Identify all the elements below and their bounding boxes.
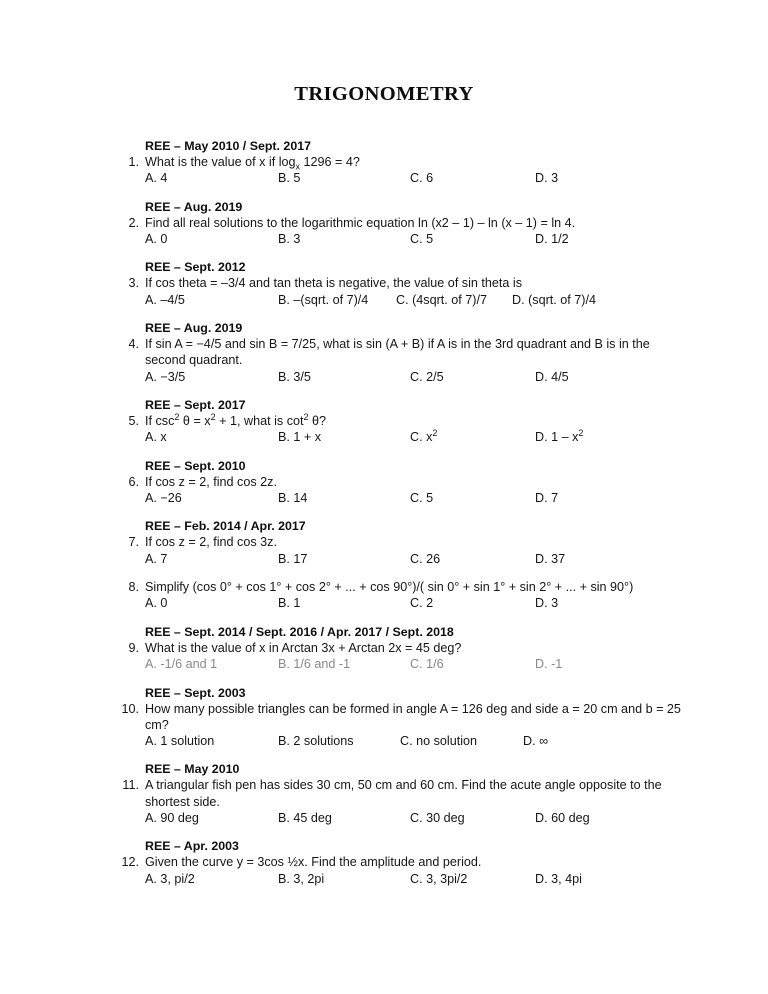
question-row <box>112 336 692 368</box>
answer-option[interactable]: D. ∞ <box>523 733 549 748</box>
answer-option[interactable]: B. 3/5 <box>278 369 311 384</box>
question-number: 3. <box>128 276 139 291</box>
question-block <box>112 685 692 751</box>
question-source-header: REE – May 2010 <box>145 762 240 777</box>
question-row <box>112 854 692 870</box>
answer-option[interactable]: D. 7 <box>535 490 559 505</box>
answer-option[interactable]: B. 3 <box>278 231 301 246</box>
question-source-header: REE – Sept. 2010 <box>145 458 246 473</box>
answer-option[interactable]: B. –(sqrt. of 7)/4 <box>278 292 369 307</box>
question-block <box>112 838 692 888</box>
answer-options <box>145 430 692 447</box>
answer-option[interactable]: D. 3, 4pi <box>535 871 582 886</box>
question-block <box>112 320 692 386</box>
answer-options <box>145 293 692 310</box>
answer-option[interactable]: A. x <box>145 430 167 445</box>
question-row <box>112 413 692 429</box>
question-source-header: REE – Sept. 2014 / Sept. 2016 / Apr. 2017 / Sept. 2018 <box>145 624 454 639</box>
answer-option[interactable]: C. no solution <box>400 733 478 748</box>
answer-option[interactable]: B. 14 <box>278 490 308 505</box>
answer-option[interactable]: A. −26 <box>145 490 182 505</box>
question-number: 5. <box>128 414 139 429</box>
answer-options <box>145 596 692 613</box>
question-text: What is the value of x in Arctan 3x + Arctan 2x = 45 deg? <box>145 640 462 655</box>
question-text: If cos theta = –3/4 and tan theta is negative, the value of sin theta is <box>145 276 523 291</box>
answer-option[interactable]: D. 4/5 <box>535 369 569 384</box>
answer-option[interactable]: D. 1/2 <box>535 231 569 246</box>
question-list <box>112 138 692 899</box>
question-row <box>112 474 692 490</box>
answer-option[interactable]: C. 5 <box>410 231 434 246</box>
answer-option[interactable]: D. 3 <box>535 596 559 611</box>
question-source-header: REE – Apr. 2003 <box>145 839 239 854</box>
answer-option[interactable]: C. 5 <box>410 490 434 505</box>
question-row <box>112 701 692 733</box>
question-row <box>112 777 692 809</box>
question-number: 11. <box>122 778 139 793</box>
question-source-header: REE – Aug. 2019 <box>145 199 243 214</box>
question-text: A triangular fish pen has sides 30 cm, 50 cm and 60 cm. Find the acute angle opposite to the shortest side. <box>145 778 662 809</box>
question-text: Find all real solutions to the logarithmic equation ln (x2 – 1) – ln (x – 1) = ln 4. <box>145 215 576 230</box>
question-number: 10. <box>121 701 139 716</box>
question-text: If cos z = 2, find cos 2z. <box>145 474 277 489</box>
answer-option[interactable]: A. −3/5 <box>145 369 186 384</box>
question-number: 2. <box>128 215 139 230</box>
question-block <box>112 138 692 188</box>
answer-option[interactable]: B. 1 + x <box>278 430 322 445</box>
question-block <box>112 199 692 249</box>
answer-option[interactable]: A. 90 deg <box>145 810 199 825</box>
answer-option[interactable]: C. 6 <box>410 171 434 186</box>
question-source-header: REE – Sept. 2003 <box>145 685 246 700</box>
question-text: Given the curve y = 3cos ½x. Find the amplitude and period. <box>145 855 482 870</box>
question-source-header: REE – Sept. 2012 <box>145 260 246 275</box>
question-number: 1. <box>128 155 139 169</box>
page-title: TRIGONOMETRY <box>294 83 474 105</box>
question-source-header: REE – Feb. 2014 / Apr. 2017 <box>145 519 306 534</box>
answer-option[interactable]: C. (4sqrt. of 7)/7 <box>396 292 487 307</box>
answer-option[interactable]: C. $x^2$ <box>410 428 438 445</box>
question-number: 9. <box>128 640 139 655</box>
question-number: 8. <box>128 580 139 595</box>
answer-option[interactable]: D. $1 - x^2$ <box>535 428 584 445</box>
answer-option[interactable]: C. 2 <box>410 596 434 611</box>
question-source-header: REE – Sept. 2017 <box>145 398 246 413</box>
answer-options <box>145 491 692 508</box>
answer-option[interactable]: B. 17 <box>278 551 308 566</box>
answer-option[interactable]: A. -1/6 and 1 <box>145 657 218 672</box>
answer-options <box>145 370 692 387</box>
answer-option[interactable]: B. 2 solutions <box>278 733 354 748</box>
question-block <box>112 518 692 568</box>
answer-options <box>145 872 692 889</box>
question-number: 7. <box>128 535 139 550</box>
answer-option[interactable]: A. 0 <box>145 231 168 246</box>
answer-option[interactable]: D. 3 <box>535 171 559 186</box>
answer-option[interactable]: B. 3, 2pi <box>278 871 325 886</box>
question-block <box>112 458 692 508</box>
answer-option[interactable]: D. (sqrt. of 7)/4 <box>512 292 596 307</box>
question-row <box>112 154 692 170</box>
answer-options <box>145 657 692 674</box>
question-row <box>112 579 692 595</box>
answer-option[interactable]: B. 45 deg <box>278 810 332 825</box>
question-block <box>112 397 692 447</box>
answer-options <box>145 811 692 828</box>
answer-option[interactable]: A. 7 <box>145 551 168 566</box>
answer-option[interactable]: C. 1/6 <box>410 657 444 672</box>
answer-option[interactable]: A. –4/5 <box>145 292 185 307</box>
answer-option[interactable]: D. 60 deg <box>535 810 590 825</box>
answer-option[interactable]: C. 3, 3pi/2 <box>410 871 468 886</box>
answer-options <box>145 171 692 188</box>
answer-option[interactable]: A. 1 solution <box>145 733 215 748</box>
answer-option[interactable]: B. 1 <box>278 596 301 611</box>
question-block <box>112 761 692 827</box>
question-text: How many possible triangles can be formed in angle A = 126 deg and side a = 20 cm and b = 25 cm? <box>145 701 681 732</box>
question-row <box>112 275 692 291</box>
answer-option[interactable]: C. 2/5 <box>410 369 444 384</box>
question-number: 4. <box>128 337 139 352</box>
answer-options <box>145 552 692 569</box>
question-block <box>112 579 692 613</box>
question-text: If $\csc^2 \theta = x^2 + 1$, what is $\cot^2 \theta$? <box>145 411 327 429</box>
answer-option[interactable]: B. 1/6 and -1 <box>278 657 351 672</box>
answer-option[interactable]: A. 4 <box>145 171 168 186</box>
answer-option[interactable]: C. 26 <box>410 551 441 566</box>
question-row <box>112 640 692 656</box>
answer-option[interactable]: C. 30 deg <box>410 810 465 825</box>
question-block <box>112 624 692 674</box>
question-source-header: REE – Aug. 2019 <box>145 321 243 336</box>
question-text: Simplify (cos 0° + cos 1° + cos 2° + ... + cos 90°)/( sin 0° + sin 1° + sin 2° + ... + sin 90°) <box>145 580 634 595</box>
question-number: 6. <box>128 474 139 489</box>
answer-option[interactable]: B. 5 <box>278 171 301 186</box>
answer-option[interactable]: A. 0 <box>145 596 168 611</box>
answer-option[interactable]: D. -1 <box>535 657 563 672</box>
question-row <box>112 215 692 231</box>
answer-option[interactable]: D. 37 <box>535 551 566 566</box>
question-row <box>112 534 692 550</box>
answer-option[interactable]: A. 3, pi/2 <box>145 871 195 886</box>
question-source-header: REE – May 2010 / Sept. 2017 <box>145 139 311 153</box>
answer-options <box>145 232 692 249</box>
question-text: If cos z = 2, find cos 3z. <box>145 535 277 550</box>
question-number: 12. <box>121 855 139 870</box>
question-text: If sin A = −4/5 and sin B = 7/25, what is sin (A + B) if A is in the 3rd quadrant and B is in the second quadrant. <box>145 337 650 368</box>
question-block <box>112 259 692 309</box>
answer-options <box>145 734 692 751</box>
question-text: What is the value of x if $\log_x 1296 = 4$? <box>145 155 360 172</box>
